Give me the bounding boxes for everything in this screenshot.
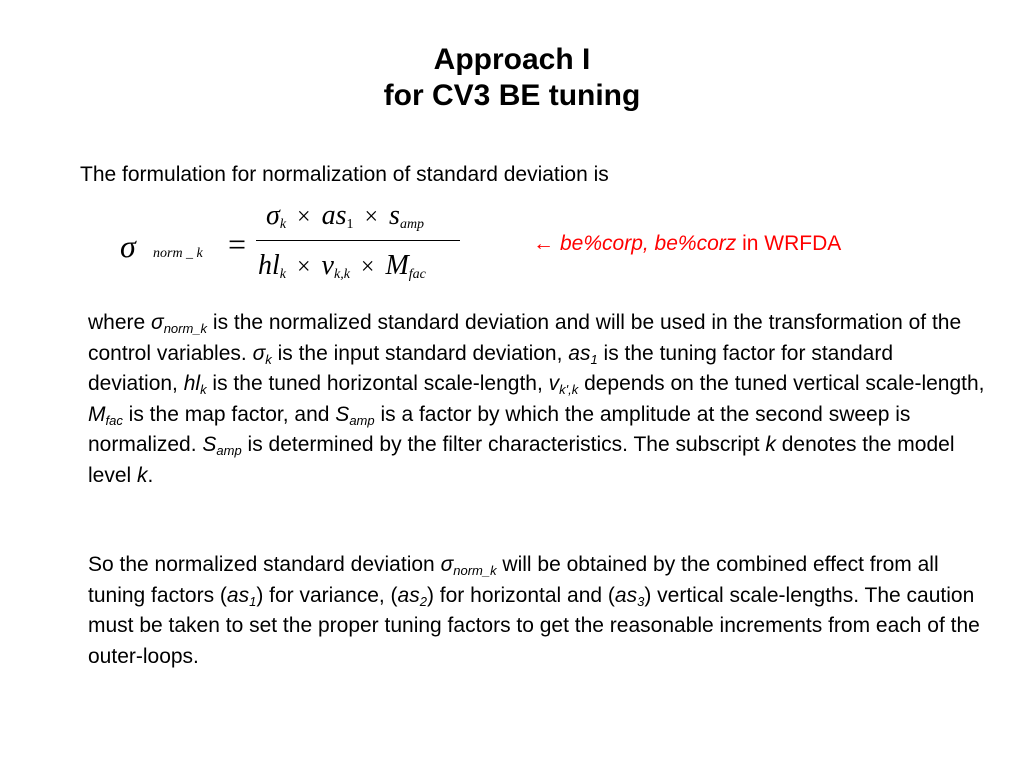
p2-var-sub: 2 [419, 593, 427, 609]
den-op-2: × [360, 254, 375, 280]
num-term-2: as [321, 200, 347, 231]
p2-var-sub: norm_k [453, 563, 497, 578]
p1-text: denotes the model level [88, 433, 955, 487]
den-term-2-sub: k,k [333, 267, 350, 282]
den-op-1: × [297, 254, 311, 280]
p1-var-sub: k [265, 351, 272, 367]
p1-var-sub: k',k [559, 382, 579, 397]
p1-text: is the input standard deviation, [271, 341, 569, 365]
title-line-2: for CV3 BE tuning [383, 79, 641, 112]
note-suffix: in WRFDA [736, 232, 842, 255]
p2-text: will be obtained by the combined effect from all tuning factors ( [88, 553, 939, 607]
num-term-3-sub: amp [399, 217, 425, 232]
p1-var-sub: amp [216, 443, 242, 458]
num-term-2-sub: 1 [346, 217, 354, 232]
p2-var-sub: 3 [637, 593, 645, 609]
wrfda-note [533, 231, 841, 257]
p2-var: as [226, 583, 250, 607]
p1-var: v [548, 372, 560, 395]
p2-var-sub: 1 [249, 593, 257, 609]
p2-text: ) for horizontal and ( [426, 583, 615, 607]
p1-text: . [147, 463, 154, 487]
formula-numerator [266, 200, 424, 233]
den-term-2: v [321, 250, 334, 281]
note-variables: be%corp, be%corz [560, 232, 737, 255]
den-term-3-sub: fac [408, 267, 426, 282]
p1-var-sub: norm_k [163, 321, 208, 336]
p2-text: ) for variance, ( [256, 583, 398, 607]
formula-denominator [258, 250, 426, 283]
num-term-1-sub: k [279, 217, 287, 232]
p1-var: σ [151, 311, 164, 334]
p2-var: as [614, 583, 638, 607]
p1-text: is the normalized standard deviation and will be used in the transformation of the control variables. [88, 311, 962, 365]
p1-var: k [137, 463, 148, 487]
p1-text: depends on the tuned vertical scale-length, [578, 372, 985, 395]
p1-var: k [765, 433, 776, 456]
normalization-formula [120, 200, 470, 290]
p1-var-sub: k [200, 382, 207, 397]
den-term-3: M [385, 250, 409, 281]
definition-paragraph [88, 308, 988, 491]
num-op-1: × [297, 204, 311, 230]
p1-text: is the map factor, and [122, 402, 336, 426]
p1-var: S [335, 402, 350, 426]
p1-text: is the tuning factor for standard deviation, [88, 341, 894, 395]
slide-title [0, 42, 1024, 114]
intro-text: The formulation for normalization of standard deviation is [80, 163, 609, 186]
left-arrow-icon: ← [533, 232, 554, 255]
formula-lhs-subscript: norm _ k [153, 246, 203, 261]
num-op-2: × [364, 204, 379, 230]
title-line-1: Approach I [433, 43, 591, 76]
p1-text: is a factor by which the amplitude at the second sweep is normalized. [88, 402, 911, 456]
p1-text: is the tuned horizontal scale-length, [206, 372, 549, 395]
den-term-1: hl [258, 250, 280, 281]
num-term-1: σ [266, 200, 280, 231]
fraction-line [256, 240, 460, 241]
p1-var: as [568, 341, 591, 365]
p2-text: So the normalized standard deviation [88, 553, 441, 576]
p1-var: hl [183, 372, 201, 395]
p1-var: M [88, 402, 106, 426]
p1-var-sub: 1 [590, 351, 598, 367]
p2-text: ) vertical scale-lengths. The caution must be taken to set the proper tuning factors to get the reasonable increments from each of the outer-loops. [88, 583, 980, 668]
p2-var: σ [440, 553, 454, 576]
p1-var: S [202, 433, 217, 456]
p1-var: σ [252, 341, 266, 365]
num-term-3: s [389, 200, 400, 231]
formula-lhs-sigma: σ [120, 228, 136, 264]
p1-text: where [88, 311, 152, 334]
p2-var: as [397, 583, 420, 607]
p1-var-sub: fac [105, 412, 123, 428]
p1-text: is determined by the filter characteristics. The subscript [241, 433, 766, 456]
formula-equals: = [228, 226, 247, 262]
summary-paragraph [88, 550, 988, 672]
den-term-1-sub: k [279, 267, 286, 282]
p1-var-sub: amp [349, 412, 375, 428]
